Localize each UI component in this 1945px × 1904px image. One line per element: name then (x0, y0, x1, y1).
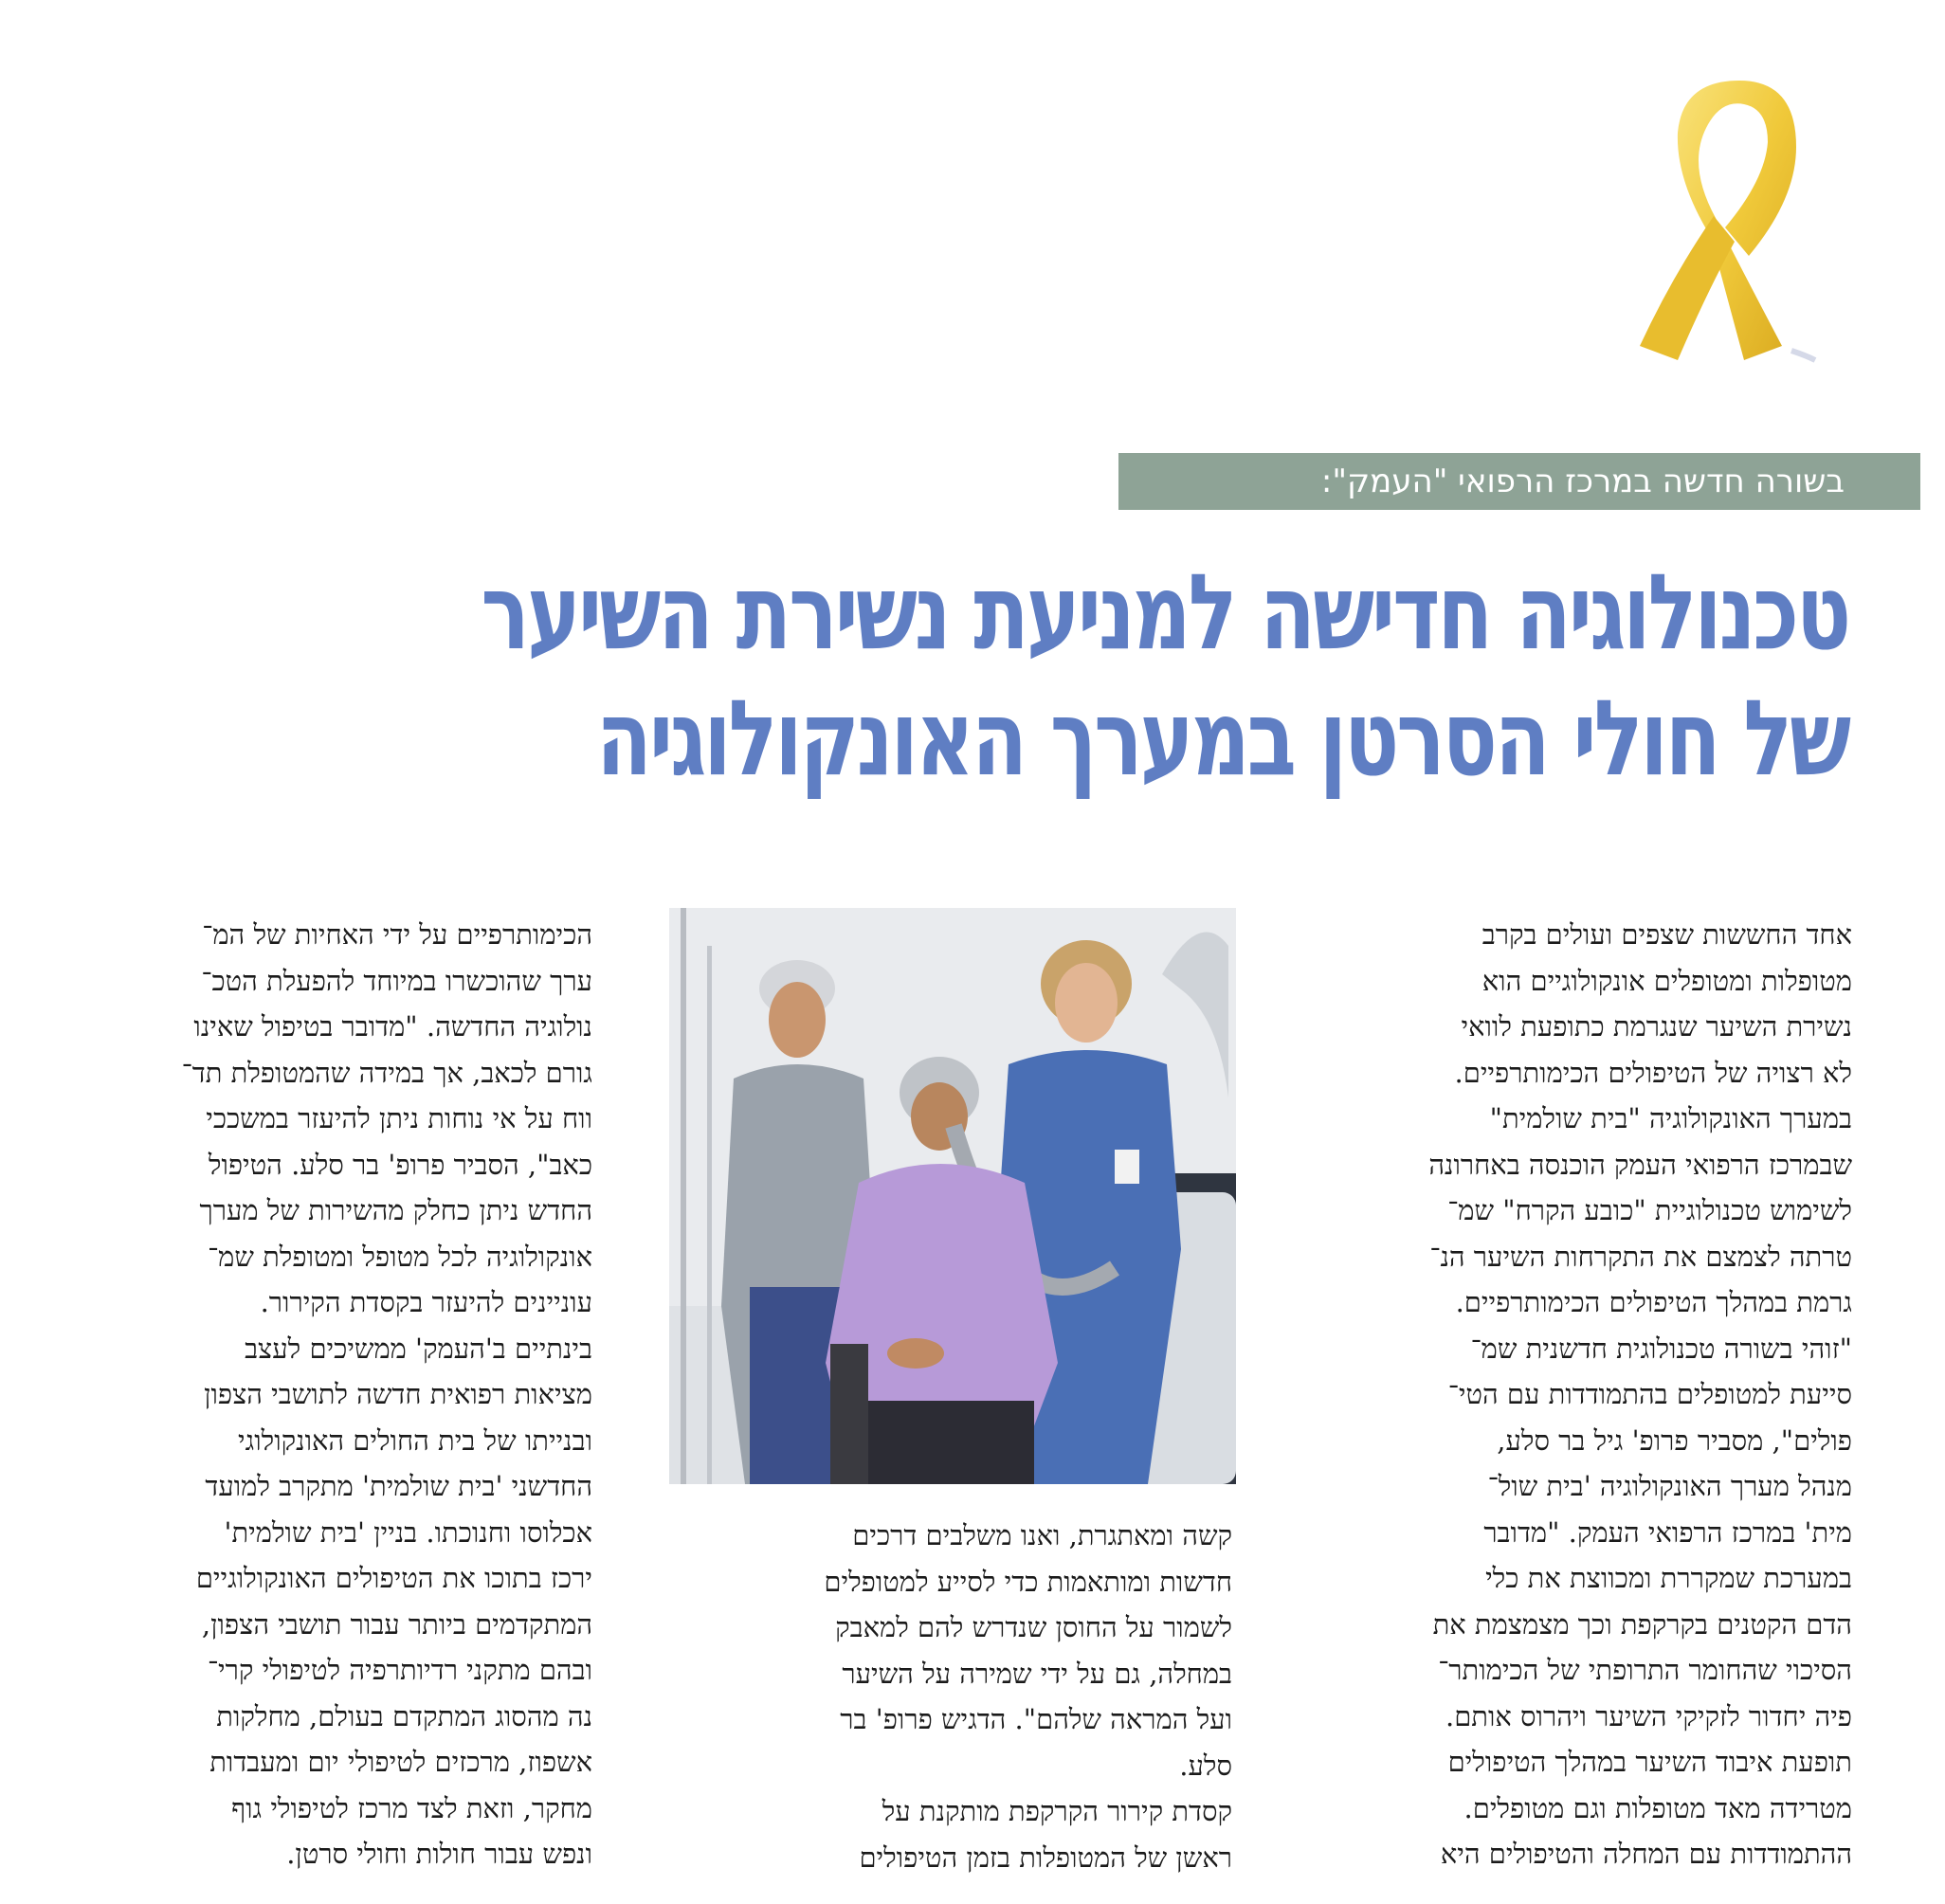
text-line: חדשות ומותאמות כדי לסייע למטופלים (824, 1565, 1232, 1598)
text-line: החדשני 'בית שולמית' מתקרב למועד (205, 1470, 592, 1502)
text-line: תופעת איבוד השיער במהלך הטיפולים (1447, 1746, 1852, 1778)
text-line: מטופלות ומטופלים אונקולוגיים הוא (1481, 964, 1852, 997)
text-line: מטרידה מאד מטופלות וגם מטופלים. (1463, 1791, 1852, 1824)
text-line: לשימוש טכנולוגיית "כובע הקרח" שמ־ (1447, 1194, 1852, 1226)
text-line: מנהל מערך האונקולוגיה 'בית שול־ (1487, 1470, 1852, 1502)
text-line: אחד החששות שצפים ועולים בקרב (1481, 918, 1852, 951)
article-column-left (52, 912, 592, 1877)
text-line: ירכז בתוכו את הטיפולים האונקולוגיים (195, 1562, 592, 1594)
text-line: במחלה, גם על ידי שמירה על השיער (842, 1657, 1232, 1690)
text-line: לא רצויה של הטיפולים הכימותרפיים. (1454, 1056, 1852, 1089)
text-line: קסדת קירור הקרקפת מותקנת על (882, 1795, 1232, 1827)
text-line: מחקר, וזאת לצד מרכז לטיפולי גוף (231, 1791, 592, 1824)
text-line: ראשן של המטופלות בזמן הטיפולים (859, 1841, 1232, 1874)
text-line: "זוהי בשורה טכנולוגית חדשנית שמ־ (1470, 1332, 1852, 1365)
text-line: מציאות רפואית חדשה לתושבי הצפון (204, 1378, 592, 1410)
text-line: אונקולוגיה לכל מטופל ומטופלת שמ־ (208, 1240, 592, 1273)
text-line: הכימותרפיים על ידי האחיות של המ־ (202, 918, 592, 951)
text-line: ועל המראה שלהם". הדגיש פרופ' בר (840, 1703, 1232, 1735)
article-column-right (1312, 912, 1852, 1877)
text-line: ההתמודדות עם המחלה והטיפולים היא (1440, 1838, 1852, 1870)
text-line: גרמת במהלך הטיפולים הכימותרפיים. (1455, 1286, 1852, 1318)
text-line: מית' במרכז הרפואי העמק. "מדובר (1483, 1515, 1852, 1549)
text-line: בינתיים ב'העמק' ממשיכים לעצב (245, 1332, 592, 1365)
text-line: החדש ניתן כחלק מהשירות של מערך (199, 1194, 592, 1226)
yellow-ribbon-icon (1602, 76, 1820, 379)
headline-line-1: טכנולוגיה חדישה למניעת נשירת השיער (481, 552, 1848, 673)
text-line: ובהם מתקני רדיותרפיה לטיפולי קרי־ (207, 1654, 592, 1686)
text-line: אשפוז, מרכזים לטיפולי יום ומעבדות (209, 1746, 592, 1778)
article-column-middle (682, 1513, 1232, 1880)
text-line: סייעת למטופלים בהתמודדות עם הטי־ (1447, 1378, 1852, 1410)
text-line: נה מהסוג המתקדם בעולם, מחלקות (216, 1699, 592, 1732)
text-line: גורם לכאב, אך במידה שהמטופלת תד־ (181, 1056, 592, 1089)
text-line: קשה ומאתגרת, ואנו משלבים דרכים (852, 1519, 1232, 1551)
headline-line-2: של חולי הסרטן במערך האונקולוגיה (596, 678, 1849, 799)
text-line: במערכת שמקררת ומכווצת את כלי (1485, 1562, 1852, 1594)
text-line: נשירת השיער שנגרמת כתופעת לוואי (1461, 1010, 1852, 1043)
text-line: ונפש עבור חולות וחולי סרטן. (286, 1838, 592, 1870)
text-line: טרתה לצמצם את התקרחות השיער הנ־ (1429, 1240, 1852, 1273)
text-line: עוניינים להיעזר בקסדת הקירור. (260, 1286, 592, 1318)
article-photo (669, 908, 1236, 1484)
text-line: במערך האונקולוגיה "בית שולמית" (1489, 1102, 1852, 1134)
text-line: נולוגיה החדשה. "מדובר בטיפול שאינו (193, 1010, 592, 1043)
text-line: לשמור על החוסן שנדרש להם למאבק (835, 1611, 1232, 1643)
kicker-banner: בשורה חדשה במרכז הרפואי "העמק": (1118, 453, 1920, 510)
text-line: שבמרכז הרפואי העמק הוכנסה באחרונה (1428, 1148, 1852, 1181)
text-line: הדם הקטנים בקרקפת וכך מצמצמת את (1432, 1607, 1852, 1641)
text-line: כאב", הסביר פרופ' בר סלע. הטיפול (208, 1148, 592, 1181)
text-line: ערך שהוכשרו במיוחד להפעלת הטכ־ (201, 964, 592, 997)
text-line: ובנייתו של בית החולים האונקולוגי (238, 1423, 592, 1457)
text-line: הסיכוי שהחומר התרופתי של הכימותר־ (1438, 1654, 1852, 1686)
text-line: אכלוסו וחנוכתו. בניין 'בית שולמית' (224, 1515, 592, 1549)
headline (481, 550, 1849, 802)
text-line: ווח על אי נוחות ניתן להיעזר במשככי (206, 1102, 592, 1134)
text-line: המתקדמים ביותר עבור תושבי הצפון, (201, 1607, 592, 1641)
text-line: פולים", מסביר פרופ' גיל בר סלע, (1497, 1423, 1852, 1457)
text-line: סלע. (1179, 1749, 1232, 1782)
text-line: פיה יחדור לזקיקי השיער ויהרוס אותם. (1445, 1699, 1852, 1732)
